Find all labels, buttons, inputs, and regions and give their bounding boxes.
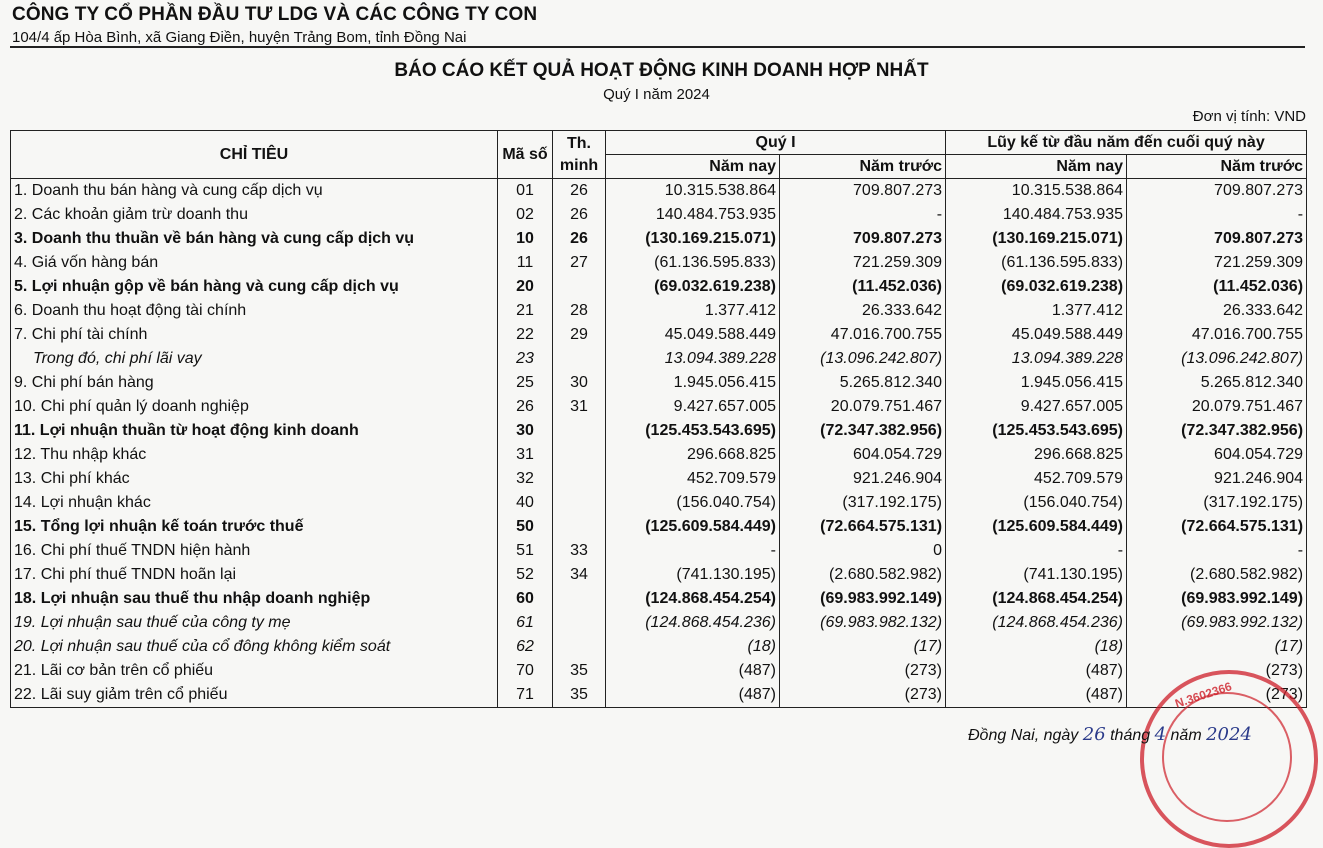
row-quarter-this-year: 296.668.825	[606, 443, 780, 467]
handwritten-year: 2024	[1206, 724, 1252, 745]
row-ytd-last-year: 604.054.729	[1127, 443, 1307, 467]
row-ytd-this-year: (124.868.454.236)	[946, 611, 1127, 635]
row-quarter-this-year: (130.169.215.071)	[606, 227, 780, 251]
row-code: 30	[498, 419, 553, 443]
row-quarter-last-year: 921.246.904	[780, 467, 946, 491]
row-ytd-this-year: (124.868.454.254)	[946, 587, 1127, 611]
table-row	[11, 467, 1307, 491]
row-ytd-last-year: (273)	[1127, 683, 1307, 708]
row-ytd-this-year: 13.094.389.228	[946, 347, 1127, 371]
table-row	[11, 251, 1307, 275]
row-quarter-last-year: (72.347.382.956)	[780, 419, 946, 443]
row-label: 5. Lợi nhuận gộp về bán hàng và cung cấp dịch vụ	[11, 275, 498, 299]
row-quarter-this-year: (741.130.195)	[606, 563, 780, 587]
row-ytd-last-year: (17)	[1127, 635, 1307, 659]
row-quarter-this-year: 452.709.579	[606, 467, 780, 491]
row-note: 26	[553, 179, 606, 204]
col-header-label: CHỈ TIÊU	[11, 131, 498, 179]
row-code: 10	[498, 227, 553, 251]
row-ytd-last-year: (317.192.175)	[1127, 491, 1307, 515]
row-code: 02	[498, 203, 553, 227]
income-statement-table	[10, 130, 1307, 708]
row-label: 11. Lợi nhuận thuần từ hoạt động kinh doanh	[11, 419, 498, 443]
row-quarter-last-year: (317.192.175)	[780, 491, 946, 515]
row-ytd-this-year: (156.040.754)	[946, 491, 1127, 515]
row-code: 62	[498, 635, 553, 659]
row-quarter-this-year: 45.049.588.449	[606, 323, 780, 347]
row-ytd-last-year: (72.347.382.956)	[1127, 419, 1307, 443]
row-code: 25	[498, 371, 553, 395]
row-code: 40	[498, 491, 553, 515]
handwritten-month: 4	[1154, 724, 1167, 745]
currency-unit: Đơn vị tính: VND	[1192, 108, 1306, 125]
row-ytd-last-year: 5.265.812.340	[1127, 371, 1307, 395]
row-quarter-last-year: 721.259.309	[780, 251, 946, 275]
month-word: tháng	[1110, 727, 1151, 744]
row-ytd-last-year: 47.016.700.755	[1127, 323, 1307, 347]
row-label: Trong đó, chi phí lãi vay	[11, 347, 498, 371]
table-row	[11, 515, 1307, 539]
row-ytd-this-year: 1.377.412	[946, 299, 1127, 323]
row-note	[553, 611, 606, 635]
row-ytd-this-year: 452.709.579	[946, 467, 1127, 491]
row-note	[553, 587, 606, 611]
row-label: 4. Giá vốn hàng bán	[11, 251, 498, 275]
row-quarter-last-year: (17)	[780, 635, 946, 659]
row-quarter-last-year: -	[780, 203, 946, 227]
col-quarter-last-year: Năm trước	[780, 155, 946, 179]
row-quarter-this-year: (125.453.543.695)	[606, 419, 780, 443]
row-note: 35	[553, 683, 606, 708]
row-ytd-this-year: 9.427.657.005	[946, 395, 1127, 419]
row-code: 11	[498, 251, 553, 275]
row-label: 19. Lợi nhuận sau thuế của công ty mẹ	[11, 611, 498, 635]
row-quarter-this-year: -	[606, 539, 780, 563]
row-ytd-last-year: 20.079.751.467	[1127, 395, 1307, 419]
row-quarter-this-year: (124.868.454.254)	[606, 587, 780, 611]
col-ytd-last-year: Năm trước	[1127, 155, 1307, 179]
row-quarter-last-year: 0	[780, 539, 946, 563]
row-quarter-last-year: (11.452.036)	[780, 275, 946, 299]
table-row	[11, 323, 1307, 347]
row-quarter-last-year: (273)	[780, 683, 946, 708]
row-ytd-this-year: 1.945.056.415	[946, 371, 1127, 395]
row-code: 01	[498, 179, 553, 204]
row-note: 30	[553, 371, 606, 395]
row-code: 70	[498, 659, 553, 683]
year-word: năm	[1170, 727, 1202, 744]
row-note: 27	[553, 251, 606, 275]
table-row	[11, 179, 1307, 204]
row-quarter-this-year: 140.484.753.935	[606, 203, 780, 227]
row-ytd-this-year: (487)	[946, 659, 1127, 683]
row-code: 60	[498, 587, 553, 611]
row-note	[553, 491, 606, 515]
row-label: 20. Lợi nhuận sau thuế của cổ đông không kiểm soát	[11, 635, 498, 659]
col-group-quarter: Quý I	[606, 131, 946, 155]
row-ytd-last-year: -	[1127, 539, 1307, 563]
table-row	[11, 563, 1307, 587]
row-ytd-last-year: (2.680.582.982)	[1127, 563, 1307, 587]
table-row	[11, 347, 1307, 371]
row-note	[553, 419, 606, 443]
row-quarter-last-year: (13.096.242.807)	[780, 347, 946, 371]
table-row	[11, 587, 1307, 611]
table-row	[11, 491, 1307, 515]
row-quarter-this-year: (124.868.454.236)	[606, 611, 780, 635]
row-ytd-last-year: 26.333.642	[1127, 299, 1307, 323]
row-ytd-last-year: (13.096.242.807)	[1127, 347, 1307, 371]
company-address: 104/4 ấp Hòa Bình, xã Giang Điền, huyện Trảng Bom, tỉnh Đồng Nai	[12, 29, 467, 46]
row-quarter-this-year: (487)	[606, 659, 780, 683]
row-ytd-this-year: 140.484.753.935	[946, 203, 1127, 227]
row-ytd-this-year: 10.315.538.864	[946, 179, 1127, 204]
col-header-code: Mã số	[498, 131, 553, 179]
row-label: 12. Thu nhập khác	[11, 443, 498, 467]
row-note: 34	[553, 563, 606, 587]
row-code: 26	[498, 395, 553, 419]
row-label: 6. Doanh thu hoạt động tài chính	[11, 299, 498, 323]
col-group-ytd: Lũy kế từ đầu năm đến cuối quý này	[946, 131, 1307, 155]
table-row	[11, 539, 1307, 563]
row-label: 10. Chi phí quản lý doanh nghiệp	[11, 395, 498, 419]
row-code: 50	[498, 515, 553, 539]
company-seal: N.3602366	[1140, 670, 1318, 848]
row-label: 22. Lãi suy giảm trên cổ phiếu	[11, 683, 498, 708]
table-row	[11, 419, 1307, 443]
row-label: 3. Doanh thu thuần về bán hàng và cung cấp dịch vụ	[11, 227, 498, 251]
row-code: 22	[498, 323, 553, 347]
place-date-text: Đồng Nai, ngày	[968, 727, 1079, 744]
row-quarter-last-year: 5.265.812.340	[780, 371, 946, 395]
row-label: 7. Chi phí tài chính	[11, 323, 498, 347]
row-quarter-last-year: 26.333.642	[780, 299, 946, 323]
col-ytd-this-year: Năm nay	[946, 155, 1127, 179]
row-label: 15. Tổng lợi nhuận kế toán trước thuế	[11, 515, 498, 539]
row-ytd-this-year: -	[946, 539, 1127, 563]
row-quarter-last-year: 709.807.273	[780, 227, 946, 251]
row-note	[553, 443, 606, 467]
row-note: 35	[553, 659, 606, 683]
row-quarter-last-year: (69.983.982.132)	[780, 611, 946, 635]
table-row	[11, 683, 1307, 708]
col-header-note: Th. minh	[553, 131, 606, 179]
row-ytd-last-year: 709.807.273	[1127, 179, 1307, 204]
row-code: 20	[498, 275, 553, 299]
row-note	[553, 275, 606, 299]
row-ytd-last-year: (72.664.575.131)	[1127, 515, 1307, 539]
row-note: 28	[553, 299, 606, 323]
row-quarter-last-year: 47.016.700.755	[780, 323, 946, 347]
table-row	[11, 659, 1307, 683]
row-ytd-this-year: (61.136.595.833)	[946, 251, 1127, 275]
row-quarter-this-year: (156.040.754)	[606, 491, 780, 515]
row-note: 33	[553, 539, 606, 563]
row-ytd-this-year: 296.668.825	[946, 443, 1127, 467]
row-ytd-this-year: (125.609.584.449)	[946, 515, 1127, 539]
row-code: 32	[498, 467, 553, 491]
row-ytd-last-year: 721.259.309	[1127, 251, 1307, 275]
row-quarter-last-year: (72.664.575.131)	[780, 515, 946, 539]
report-title: BÁO CÁO KẾT QUẢ HOẠT ĐỘNG KINH DOANH HỢP NHẤT	[394, 60, 929, 81]
row-ytd-this-year: (130.169.215.071)	[946, 227, 1127, 251]
row-quarter-last-year: 20.079.751.467	[780, 395, 946, 419]
company-name: CÔNG TY CỔ PHẦN ĐẦU TƯ LDG VÀ CÁC CÔNG TY CON	[12, 4, 538, 25]
row-code: 61	[498, 611, 553, 635]
row-label: 21. Lãi cơ bản trên cổ phiếu	[11, 659, 498, 683]
row-code: 31	[498, 443, 553, 467]
handwritten-day: 26	[1082, 724, 1106, 745]
row-code: 52	[498, 563, 553, 587]
row-ytd-last-year: (69.983.992.149)	[1127, 587, 1307, 611]
row-note: 29	[553, 323, 606, 347]
row-ytd-last-year: (11.452.036)	[1127, 275, 1307, 299]
row-note	[553, 467, 606, 491]
row-note: 26	[553, 227, 606, 251]
row-quarter-this-year: (69.032.619.238)	[606, 275, 780, 299]
row-quarter-this-year: 9.427.657.005	[606, 395, 780, 419]
col-quarter-this-year: Năm nay	[606, 155, 780, 179]
row-ytd-this-year: (69.032.619.238)	[946, 275, 1127, 299]
row-code: 23	[498, 347, 553, 371]
row-ytd-last-year: 921.246.904	[1127, 467, 1307, 491]
row-quarter-last-year: (2.680.582.982)	[780, 563, 946, 587]
row-quarter-last-year: (273)	[780, 659, 946, 683]
table-row	[11, 635, 1307, 659]
row-ytd-this-year: (487)	[946, 683, 1127, 708]
row-quarter-this-year: 13.094.389.228	[606, 347, 780, 371]
row-ytd-this-year: (18)	[946, 635, 1127, 659]
row-label: 14. Lợi nhuận khác	[11, 491, 498, 515]
table-row	[11, 275, 1307, 299]
row-ytd-this-year: 45.049.588.449	[946, 323, 1127, 347]
header-divider	[10, 46, 1305, 48]
row-quarter-this-year: 1.945.056.415	[606, 371, 780, 395]
row-code: 71	[498, 683, 553, 708]
row-note	[553, 347, 606, 371]
row-ytd-last-year: (69.983.992.132)	[1127, 611, 1307, 635]
report-period: Quý I năm 2024	[603, 86, 710, 103]
row-label: 18. Lợi nhuận sau thuế thu nhập doanh nghiệp	[11, 587, 498, 611]
row-note	[553, 515, 606, 539]
row-note: 26	[553, 203, 606, 227]
row-ytd-this-year: (741.130.195)	[946, 563, 1127, 587]
row-label: 13. Chi phí khác	[11, 467, 498, 491]
row-label: 2. Các khoản giảm trừ doanh thu	[11, 203, 498, 227]
row-quarter-last-year: (69.983.992.149)	[780, 587, 946, 611]
row-quarter-this-year: (61.136.595.833)	[606, 251, 780, 275]
table-row	[11, 395, 1307, 419]
row-code: 21	[498, 299, 553, 323]
row-label: 16. Chi phí thuế TNDN hiện hành	[11, 539, 498, 563]
row-label: 1. Doanh thu bán hàng và cung cấp dịch vụ	[11, 179, 498, 204]
row-label: 17. Chi phí thuế TNDN hoãn lại	[11, 563, 498, 587]
table-row	[11, 227, 1307, 251]
row-ytd-this-year: (125.453.543.695)	[946, 419, 1127, 443]
table-row	[11, 299, 1307, 323]
signature-date	[968, 724, 1252, 745]
row-ytd-last-year: 709.807.273	[1127, 227, 1307, 251]
row-quarter-this-year: (487)	[606, 683, 780, 708]
table-row	[11, 443, 1307, 467]
row-label: 9. Chi phí bán hàng	[11, 371, 498, 395]
row-ytd-last-year: -	[1127, 203, 1307, 227]
row-note: 31	[553, 395, 606, 419]
row-quarter-this-year: 1.377.412	[606, 299, 780, 323]
row-code: 51	[498, 539, 553, 563]
row-quarter-this-year: 10.315.538.864	[606, 179, 780, 204]
row-ytd-last-year: (273)	[1127, 659, 1307, 683]
row-quarter-this-year: (18)	[606, 635, 780, 659]
row-quarter-last-year: 709.807.273	[780, 179, 946, 204]
table-row	[11, 203, 1307, 227]
row-quarter-this-year: (125.609.584.449)	[606, 515, 780, 539]
table-row	[11, 611, 1307, 635]
row-note	[553, 635, 606, 659]
row-quarter-last-year: 604.054.729	[780, 443, 946, 467]
table-row	[11, 371, 1307, 395]
